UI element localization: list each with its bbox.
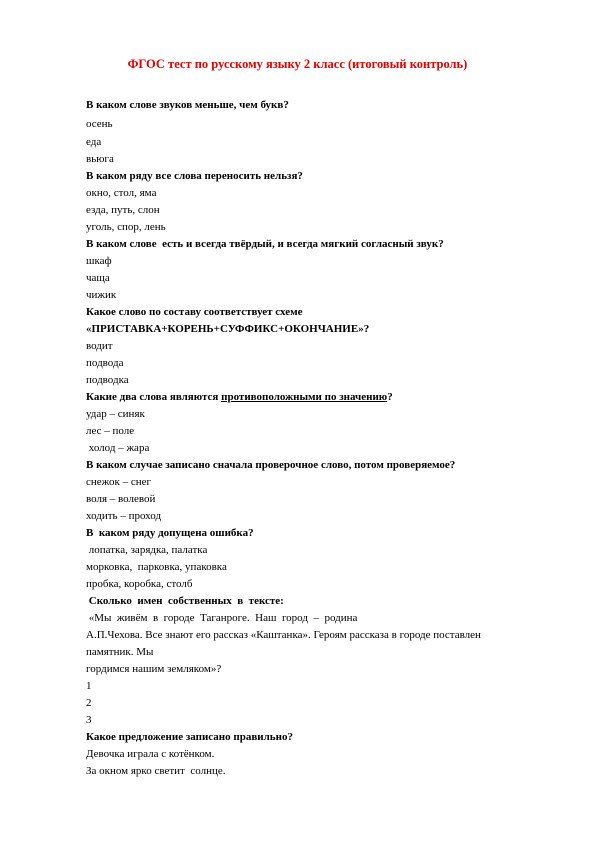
- question-line: [86, 323, 369, 336]
- question-line: [86, 306, 303, 319]
- line-text: холод – жара: [86, 442, 150, 454]
- answer-line: [86, 118, 113, 131]
- answer-line: [86, 697, 92, 710]
- line-text: лопатка, зарядка, палатка: [86, 544, 208, 556]
- line-text: гордимся нашим земляком»?: [86, 663, 222, 675]
- question-line: [86, 170, 303, 183]
- line-text: Какое предложение записано правильно?: [86, 731, 293, 743]
- line-text: уголь, спор, лень: [86, 221, 166, 233]
- line-text: лес – поле: [86, 425, 135, 437]
- line-text: В каком слове есть и всегда твёрдый, и всегда мягкий согласный звук?: [86, 238, 444, 250]
- line-text: 3: [86, 714, 92, 726]
- answer-line: [86, 187, 156, 200]
- answer-line: [86, 289, 116, 302]
- line-text: В каком случае записано сначала проверочное слово, потом проверяемое?: [86, 459, 456, 471]
- line-text: подводка: [86, 374, 129, 386]
- line-text: В каком ряду допущена ошибка?: [86, 527, 254, 539]
- line-text: В каком ряду все слова переносить нельзя?: [86, 170, 303, 182]
- line-text: чаща: [86, 272, 110, 284]
- answer-line: [86, 544, 207, 557]
- line-text: пробка, коробка, столб: [86, 578, 193, 590]
- answer-line: [86, 493, 155, 506]
- line-text: ходить – проход: [86, 510, 162, 522]
- answer-line: [86, 442, 149, 455]
- line-text: вьюга: [86, 153, 114, 165]
- line-text: окно, стол, яма: [86, 187, 157, 199]
- answer-line: [86, 561, 227, 574]
- line-text: воля – волевой: [86, 493, 156, 505]
- line-text: Какие два слова являются: [86, 391, 222, 403]
- line-text-tail: ?: [387, 391, 393, 403]
- answer-line: [86, 340, 113, 353]
- line-text: Какое слово по составу соответствует схеме: [86, 306, 303, 318]
- question-line: [86, 595, 284, 608]
- answer-line: [86, 748, 214, 761]
- answer-line: [86, 357, 123, 370]
- answer-line: [86, 578, 192, 591]
- answer-line: [86, 510, 161, 523]
- line-text: «ПРИСТАВКА+КОРЕНЬ+СУФФИКС+ОКОНЧАНИЕ»?: [86, 323, 370, 335]
- line-text: подвода: [86, 357, 124, 369]
- answer-line: [86, 612, 357, 625]
- line-text: осень: [86, 118, 113, 130]
- answer-line: [86, 221, 166, 234]
- line-text: водит: [86, 340, 113, 352]
- answer-line: [86, 255, 112, 268]
- answer-line: [86, 425, 134, 438]
- question-line: [86, 527, 254, 540]
- line-text: снежок – снег: [86, 476, 151, 488]
- question-line: [86, 238, 444, 251]
- line-text: Сколько имен собственных в тексте:: [86, 595, 284, 607]
- answer-line: [86, 408, 145, 421]
- line-text: «Мы живём в городе Таганроге. Наш город – родина: [86, 612, 358, 624]
- answer-line: [86, 476, 151, 489]
- underlined-phrase: противоположными по значению: [221, 391, 388, 403]
- answer-line: [86, 680, 92, 693]
- line-text: В каком слове звуков меньше, чем букв?: [86, 99, 289, 111]
- line-text: Девочка играла с котёнком.: [86, 748, 215, 760]
- question-line: [86, 99, 289, 112]
- document-title: ФГОС тест по русскому языку 2 класс (итоговый контроль): [127, 57, 468, 71]
- line-text: чижик: [86, 289, 117, 301]
- line-text: 1: [86, 680, 92, 692]
- answer-line: [86, 136, 101, 149]
- question-line: [86, 459, 455, 472]
- line-text: 2: [86, 697, 92, 709]
- line-text: шкаф: [86, 255, 112, 267]
- question-line: [86, 731, 293, 744]
- answer-line: [86, 204, 160, 217]
- line-text: езда, путь, слон: [86, 204, 160, 216]
- line-text: памятник. Мы: [86, 646, 154, 658]
- answer-line: [86, 646, 153, 659]
- line-text: морковка, парковка, упаковка: [86, 561, 227, 573]
- line-text: еда: [86, 136, 102, 148]
- answer-line: [86, 629, 481, 642]
- answer-line: [86, 272, 110, 285]
- question-line: [86, 391, 393, 404]
- answer-line: [86, 663, 221, 676]
- answer-line: [86, 765, 226, 778]
- answer-line: [86, 153, 114, 166]
- answer-line: [86, 374, 129, 387]
- line-text: удар – синяк: [86, 408, 145, 420]
- line-text: А.П.Чехова. Все знают его рассказ «Каштанка». Героям рассказа в городе поставлен: [86, 629, 481, 641]
- line-text: За окном ярко светит солнце.: [86, 765, 226, 777]
- answer-line: [86, 714, 92, 727]
